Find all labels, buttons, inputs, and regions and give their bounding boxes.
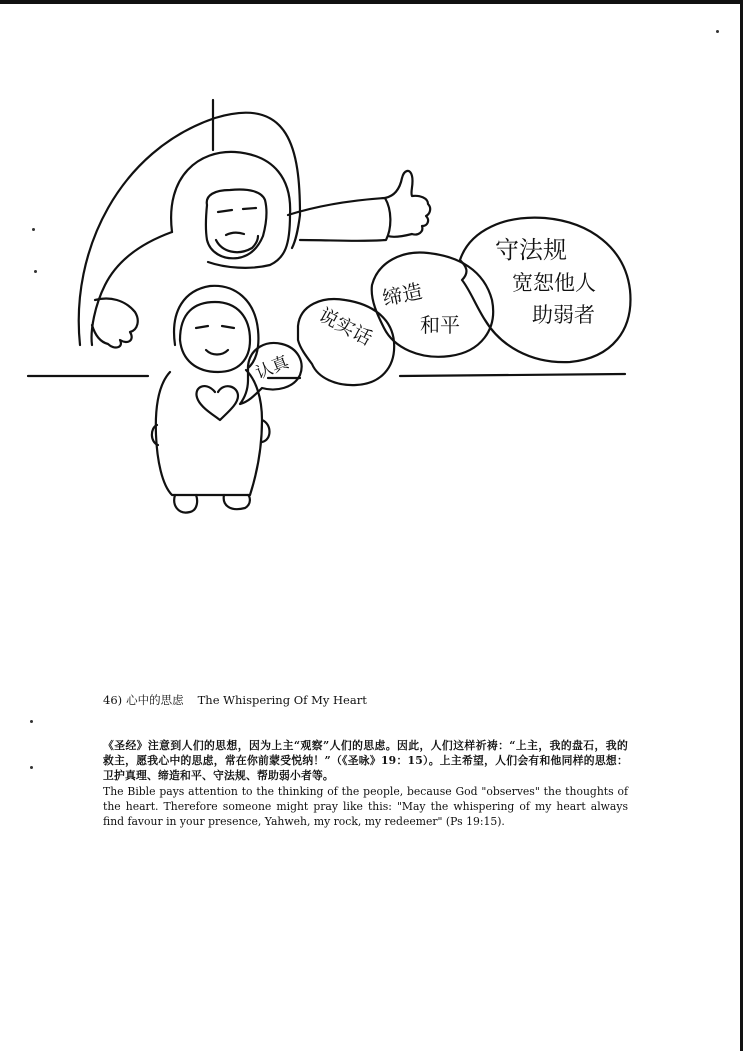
scan-speck	[30, 766, 33, 769]
thumbs-up-hand	[385, 171, 430, 237]
caption-number: 46)	[103, 693, 123, 707]
ground-line	[28, 374, 625, 378]
bubble-text-1: 认真	[252, 352, 292, 384]
bubble-text-3-line-2: 和平	[420, 313, 460, 337]
scan-speck	[30, 720, 33, 723]
paragraph-chinese: 《圣经》注意到人们的思想，因为上主“观察”人们的思虑。因此，人们这样祈祷：“上主，我的盘石，我的救主，愿我心中的思虑，常在你前蒙受悦纳！”（《圣咏》19：15）。上主希望，人们会有和他同样的思想：卫护真理、缔造和平、守法规、帮助弱小者等。	[103, 739, 628, 783]
adult-hand	[92, 299, 138, 348]
child-feet	[174, 495, 250, 513]
bubble-text-4-line-2: 宽恕他人	[512, 271, 596, 295]
paragraph-english: The Bible pays attention to the thinking of the people, because God "observes" the thoughts of the heart. Therefore someone might pray like this: "May the whispering of my heart always find favour in your presence, Yahweh, my rock, my redeemer" (Ps 19:15).	[103, 784, 628, 829]
adult-body-left	[92, 232, 172, 345]
scan-speck	[32, 228, 35, 231]
child-face	[180, 302, 250, 372]
adult-face	[206, 189, 267, 258]
bubble-text-4-line-3: 助弱者	[532, 303, 595, 327]
bubble-text-4-line-1: 守法规	[495, 236, 567, 264]
caption-title-zh: 心中的思虑	[126, 693, 184, 707]
bubble-outline-2	[298, 299, 394, 385]
bubble-text-3-line-1: 缔造	[380, 278, 425, 311]
caption-title-en: The Whispering Of My Heart	[197, 693, 367, 707]
figure-caption	[103, 692, 367, 708]
child-heart	[196, 386, 238, 420]
scan-speck	[34, 270, 37, 273]
body-text	[103, 738, 628, 829]
scan-speck	[716, 30, 719, 33]
bubble-text-2: 说实话	[314, 303, 376, 351]
child-hand-right	[262, 420, 270, 442]
adult-arm	[288, 198, 390, 241]
